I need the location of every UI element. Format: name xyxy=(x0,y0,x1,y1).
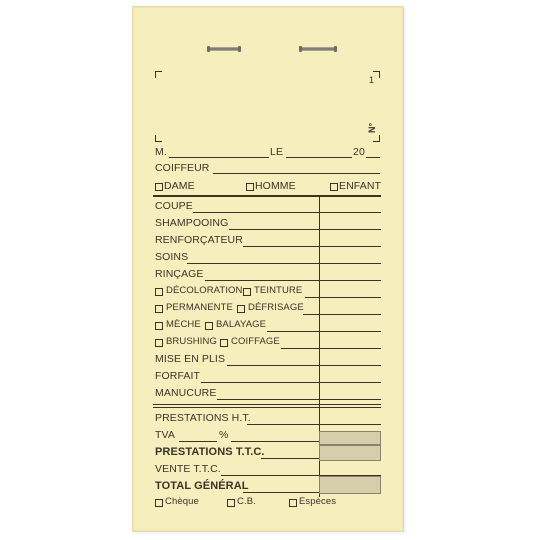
teinture-checkbox[interactable] xyxy=(243,288,251,296)
permanente-checkbox[interactable] xyxy=(155,305,163,313)
brushing-label: BRUSHING xyxy=(166,336,217,347)
teinture-label: TEINTURE xyxy=(254,285,303,296)
corner-mark-top-right xyxy=(373,71,380,78)
prestations-ht-label: PRESTATIONS H.T. xyxy=(155,412,251,424)
forfait-line[interactable] xyxy=(201,382,381,383)
coupe-line[interactable] xyxy=(193,212,381,213)
defrisage-checkbox[interactable] xyxy=(237,305,245,313)
coiffage-label: COIFFAGE xyxy=(231,336,280,347)
prestations-ttc-box[interactable] xyxy=(319,445,381,461)
soins-line[interactable] xyxy=(187,263,381,264)
vente-ttc-label: VENTE T.T.C. xyxy=(155,463,221,475)
brushing-line[interactable] xyxy=(281,348,381,349)
dame-checkbox[interactable] xyxy=(155,183,163,191)
especes-checkbox[interactable] xyxy=(289,499,297,507)
cheque-label: Chèque xyxy=(165,496,199,507)
total-general-label: TOTAL GÉNÉRAL xyxy=(155,480,249,492)
corner-mark-top-left xyxy=(155,71,162,78)
date-field-line[interactable] xyxy=(286,157,352,158)
m-field-line[interactable] xyxy=(169,157,269,158)
page-number: 1 xyxy=(369,75,375,85)
decoloration-checkbox[interactable] xyxy=(155,288,163,296)
homme-checkbox[interactable] xyxy=(246,183,254,191)
manucure-line[interactable] xyxy=(217,399,381,400)
tva-label: TVA xyxy=(155,429,175,441)
permanente-line[interactable] xyxy=(303,314,381,315)
section-rule-double-2 xyxy=(153,407,381,408)
especes-label: Espèces xyxy=(299,496,337,507)
tva-amount-box[interactable] xyxy=(319,431,381,445)
cheque-checkbox[interactable] xyxy=(155,499,163,507)
meche-label: MÈCHE xyxy=(166,319,201,330)
soins-label: SOINS xyxy=(155,251,189,263)
year-label: 20 xyxy=(353,146,365,158)
corner-mark-bottom-left xyxy=(155,135,162,142)
meche-line[interactable] xyxy=(267,331,381,332)
corner-mark-bottom-right xyxy=(373,135,380,142)
numero-label: N° xyxy=(367,122,378,134)
decoloration-label: DÉCOLORATION xyxy=(166,285,243,296)
prestations-ht-line[interactable] xyxy=(247,424,381,425)
cb-label: C.B. xyxy=(237,496,256,507)
receipt-pad xyxy=(132,6,404,532)
decoloration-line[interactable] xyxy=(305,297,381,298)
year-field-line[interactable] xyxy=(366,157,380,158)
renforcateur-label: RENFORÇATEUR xyxy=(155,234,243,246)
meche-checkbox[interactable] xyxy=(155,322,163,330)
coiffeur-label: COIFFEUR xyxy=(155,162,210,174)
forfait-label: FORFAIT xyxy=(155,370,201,382)
cb-checkbox[interactable] xyxy=(227,499,235,507)
prestations-ttc-label: PRESTATIONS T.T.C. xyxy=(155,446,265,458)
enfant-label: ENFANT xyxy=(339,180,382,192)
defrisage-label: DÉFRISAGE xyxy=(248,302,304,313)
staple-right xyxy=(300,47,336,51)
section-rule-top xyxy=(153,195,381,197)
tva-percent-label: % xyxy=(219,429,229,441)
prestations-ttc-line[interactable] xyxy=(261,458,319,459)
rincage-line[interactable] xyxy=(205,280,381,281)
dame-label: DAME xyxy=(164,180,195,192)
tva-rate-line[interactable] xyxy=(179,441,217,442)
rincage-label: RINÇAGE xyxy=(155,268,204,280)
mise-en-plis-label: MISE EN PLIS xyxy=(155,353,226,365)
enfant-checkbox[interactable] xyxy=(330,183,338,191)
staple-left xyxy=(208,47,240,51)
balayage-label: BALAYAGE xyxy=(216,319,267,330)
balayage-checkbox[interactable] xyxy=(205,322,213,330)
permanente-label: PERMANENTE xyxy=(166,302,233,313)
renforcateur-line[interactable] xyxy=(243,246,381,247)
m-label: M. xyxy=(155,146,167,158)
manucure-label: MANUCURE xyxy=(155,387,217,399)
brushing-checkbox[interactable] xyxy=(155,339,163,347)
coiffage-checkbox[interactable] xyxy=(220,339,228,347)
shampooing-label: SHAMPOOING xyxy=(155,217,229,229)
total-general-line[interactable] xyxy=(243,492,319,493)
shampooing-line[interactable] xyxy=(229,229,381,230)
le-label: LE xyxy=(270,146,284,158)
section-rule-double-1 xyxy=(153,404,381,405)
coupe-label: COUPE xyxy=(155,200,193,212)
tva-amount-line[interactable] xyxy=(231,441,319,442)
homme-label: HOMME xyxy=(255,180,296,192)
coiffeur-field-line[interactable] xyxy=(213,173,380,174)
mise-en-plis-line[interactable] xyxy=(227,365,381,366)
total-general-box[interactable] xyxy=(319,476,381,494)
